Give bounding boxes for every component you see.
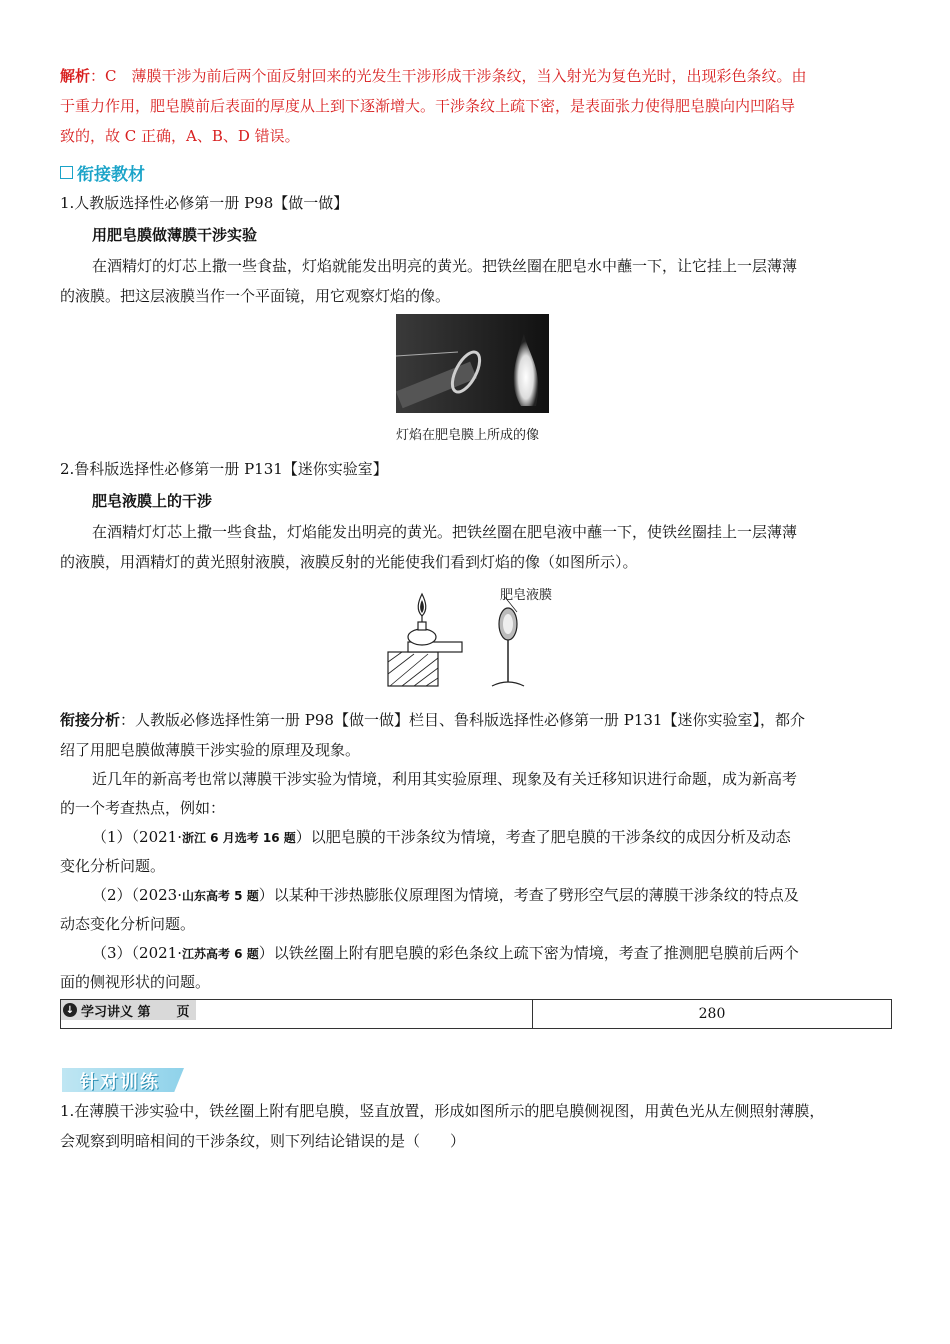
page-number-table — [60, 999, 892, 1029]
study-notes-label: ↓ 学习讲义 第 页 — [61, 1000, 196, 1020]
flame-reflection-photo — [396, 314, 549, 413]
item2-title: 2.鲁科版选择性必修第一册 P131【迷你实验室】 — [60, 460, 388, 478]
page-number-label-cell — [61, 1000, 533, 1028]
analysis-line-3: 致的，故 C 正确，A、B、D 错误。 — [60, 127, 300, 145]
alcohol-lamp-soap-film-diagram — [384, 582, 564, 692]
example-3-line-1: （3）（2021·江苏高考 6 题）以铁丝圈上附有肥皂膜的彩色条纹上疏下密为情境，考查了推测肥皂膜前后两个 — [92, 944, 799, 962]
page-number-value: 280 — [698, 1006, 726, 1022]
example-3-line-2: 面的侧视形状的问题。 — [60, 973, 211, 991]
link-analysis-line-2: 绍了用肥皂膜做薄膜干涉实验的原理及现象。 — [60, 741, 361, 759]
item1-paragraph-line-2: 的液膜。把这层液膜当作一个平面镜，用它观察灯焰的像。 — [60, 287, 451, 305]
example-1-line-2: 变化分析问题。 — [60, 857, 166, 875]
analysis-line-1: 解析：C 薄膜干涉为前后两个面反射回来的光发生干涉形成干涉条纹，当入射光为复色光时，出现彩色条纹。由 — [60, 67, 807, 85]
item2-subtitle: 肥皂液膜上的干涉 — [92, 492, 213, 510]
practice-banner: 针对训练 — [80, 1072, 160, 1093]
section-heading: 衔接教材 — [60, 160, 145, 185]
link-analysis-line-1: 衔接分析：人教版必修选择性第一册 P98【做一做】栏目、鲁科版选择性必修第一册 P131【迷你实验室】，都介 — [60, 711, 805, 729]
analysis-label: 解析 — [60, 67, 91, 85]
item1-title: 1.人教版选择性必修第一册 P98【做一做】 — [60, 194, 349, 212]
link-analysis-para-line-2: 的一个考查热点，例如： — [60, 799, 226, 817]
down-arrow-icon: ↓ — [63, 1003, 77, 1017]
photo-caption: 灯焰在肥皂膜上所成的像 — [396, 428, 540, 443]
example-2-line-1: （2）（2023·山东高考 5 题）以某种干涉热膨胀仪原理图为情境，考查了劈形空气层的薄膜干涉条纹的特点及 — [92, 886, 799, 904]
item1-paragraph-line-1: 在酒精灯的灯芯上撒一些食盐，灯焰就能发出明亮的黄光。把铁丝圈在肥皂水中蘸一下，让它挂上一层薄薄 — [92, 257, 798, 275]
link-analysis-para-line-1: 近几年的新高考也常以薄膜干涉实验为情境，利用其实验原理、现象及有关迁移知识进行命题，成为新高考 — [92, 770, 798, 788]
example-1-line-1: （1）（2021·浙江 6 月选考 16 题）以肥皂膜的干涉条纹为情境，考查了肥皂膜的干涉条纹的成因分析及动态 — [92, 828, 791, 846]
example-2-line-2: 动态变化分析问题。 — [60, 915, 196, 933]
link-analysis-label: 衔接分析 — [60, 711, 121, 729]
diagram-label: 肥皂液膜 — [500, 588, 553, 603]
question-1-line-1: 1.在薄膜干涉实验中，铁丝圈上附有肥皂膜，竖直放置，形成如图所示的肥皂膜侧视图，用黄色光从左侧照射薄膜， — [60, 1102, 825, 1120]
checkbox-square-icon — [60, 166, 73, 179]
question-1-line-2: 会观察到明暗相间的干涉条纹，则下列结论错误的是（ ） — [60, 1132, 466, 1150]
item2-paragraph-line-1: 在酒精灯灯芯上撒一些食盐，灯焰能发出明亮的黄光。把铁丝圈在肥皂液中蘸一下，使铁丝圈挂上一层薄薄 — [92, 523, 798, 541]
item1-subtitle: 用肥皂膜做薄膜干涉实验 — [92, 226, 258, 244]
analysis-line-2: 于重力作用，肥皂膜前后表面的厚度从上到下逐渐增大。干涉条纹上疏下密，是表面张力使得肥皂膜向内凹陷导 — [60, 97, 796, 115]
item2-paragraph-line-2: 的液膜，用酒精灯的黄光照射液膜，液膜反射的光能使我们看到灯焰的像（如图所示）。 — [60, 553, 638, 571]
